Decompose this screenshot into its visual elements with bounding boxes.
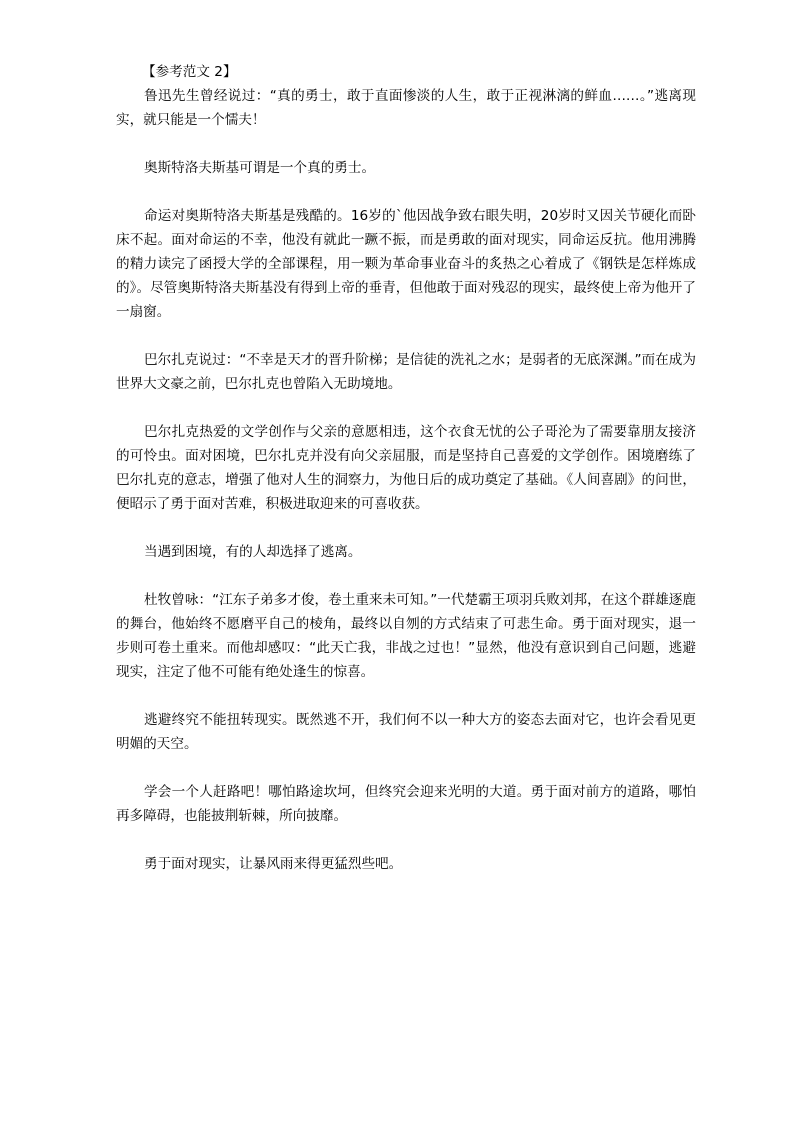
paragraph-quote-luxun: 鲁迅先生曾经说过：“真的勇士，敢于直面惨淡的人生，敢于正视淋漓的鲜血……。”逃离现实，就只能是一个懦夫！ <box>116 88 696 128</box>
paragraph-ostrovsky-story: 命运对奥斯特洛夫斯基是残酷的。16岁的`他因战争致右眼失明，20岁时又因关节硬化而卧床不起。面对命运的不幸，他没有就此一蹶不振，而是勇敢的面对现实，同命运反抗。他用沸腾的精力读完了函授大学的全部课程，用一颗为革命事业奋斗的炙热之心着成了《钢铁是怎样炼成的》。尽管奥斯特洛夫斯基没有得到上帝的垂青，但他敢于面对残忍的现实，最终使上帝为他开了一扇窗。 <box>116 208 696 320</box>
document-page <box>116 60 696 876</box>
paragraph-ostrovsky-intro: 奥斯特洛夫斯基可谓是一个真的勇士。 <box>144 160 376 176</box>
paragraph-escape-conclusion: 逃避终究不能扭转现实。既然逃不开，我们何不以一种大方的姿态去面对它，也许会看见更明媚的天空。 <box>116 712 696 752</box>
section-heading: 【参考范文 2】 <box>142 64 237 80</box>
paragraph-balzac-quote: 巴尔扎克说过：“不幸是天才的晋升阶梯；是信徒的洗礼之水；是弱者的无底深渊。”而在成为世界大文豪之前，巴尔扎克也曾陷入无助境地。 <box>116 352 696 392</box>
paragraph-closing: 勇于面对现实，让暴风雨来得更猛烈些吧。 <box>144 856 403 872</box>
paragraph-balzac-story: 巴尔扎克热爱的文学创作与父亲的意愿相违，这个衣食无忧的公子哥沦为了需要靠朋友接济的可怜虫。面对困境，巴尔扎克并没有向父亲屈服，而是坚持自己喜爱的文学创作。困境磨练了巴尔扎克的意志，增强了他对人生的洞察力，为他日后的成功奠定了基础。《人间喜剧》的问世，便昭示了勇于面对苦难，积极进取迎来的可喜收获。 <box>116 424 696 512</box>
paragraph-escape-intro: 当遇到困境，有的人却选择了逃离。 <box>144 544 362 560</box>
paragraph-xiangyu-story: 杜牧曾咏：“江东子弟多才俊，卷土重来未可知。”一代楚霸王项羽兵败刘邦，在这个群雄逐鹿的舞台，他始终不愿磨平自己的棱角，最终以自刎的方式结束了可悲生命。勇于面对现实，退一步则可卷土重来。而他却感叹：“此天亡我，非战之过也！”显然，他没有意识到自己问题，逃避现实，注定了他不可能有绝处逢生的惊喜。 <box>116 592 696 680</box>
paragraph-road-ahead: 学会一个人赶路吧！哪怕路途坎坷，但终究会迎来光明的大道。勇于面对前方的道路，哪怕再多障碍，也能披荆斩棘，所向披靡。 <box>116 784 696 824</box>
